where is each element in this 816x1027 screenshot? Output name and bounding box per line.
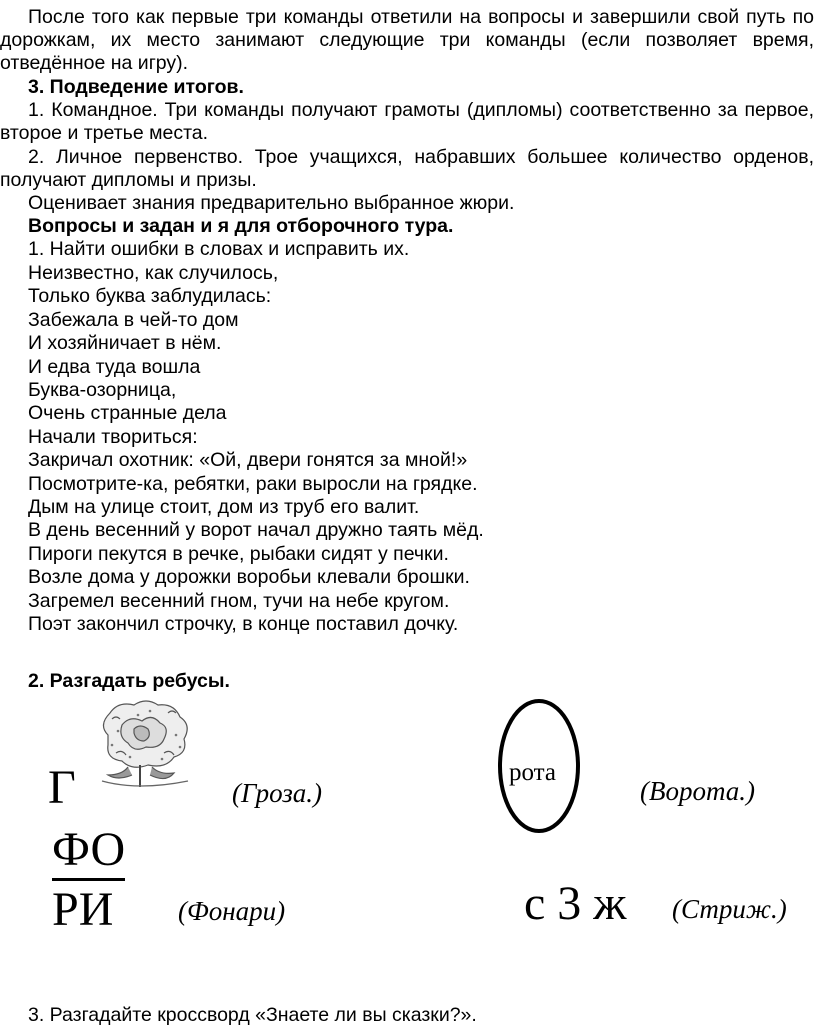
poem-line: Загремел весенний гном, тучи на небе кругом. <box>28 589 450 612</box>
paragraph-line: получают дипломы и призы. <box>0 169 257 191</box>
paragraph-line: Оценивает знания предварительно выбранное жюри. <box>28 192 515 214</box>
poem-line: Пироги пекутся в речке, рыбаки сидят у печки. <box>28 542 449 565</box>
poem-line: Начали твориться: <box>28 425 198 448</box>
poem-line: Закричал охотник: «Ой, двери гонятся за мной!» <box>28 449 468 472</box>
paragraph-line: отведённое на игру). <box>0 52 189 74</box>
rebus-letter: Г <box>48 761 76 814</box>
poem-line: Дым на улице стоит, дом из труб его валит. <box>28 496 420 518</box>
rebus-answer: (Ворота.) <box>640 776 756 806</box>
section-heading: 3. Подведение итогов. <box>28 76 244 98</box>
oval-text: рота <box>509 759 556 786</box>
paragraph-line: второе и третье места. <box>0 122 209 144</box>
poem-line: Посмотрите-ка, ребятки, раки выросли на грядке. <box>28 472 478 495</box>
paragraph-line: 2. Личное первенство. Трое учащихся, набравших большее количество орденов, <box>28 146 814 168</box>
paragraph-line: дорожкам, их место занимают следующие три команды (если позволяет время, <box>0 29 814 51</box>
poem-line: В день весенний у ворот начал дружно таять мёд. <box>28 519 484 542</box>
poem-line: Буква-озорница, <box>28 379 177 401</box>
rebus-fraction-top-text: ФО <box>52 823 125 881</box>
paragraph-line: После того как первые три команды ответили на вопросы и завершили свой путь по <box>28 6 814 28</box>
poem-line: Поэт закончил строчку, в конце поставил дочку. <box>28 613 459 635</box>
poem-line: И хозяйничает в нём. <box>28 332 222 355</box>
poem-line: Забежала в чей-то дом <box>28 308 239 331</box>
poem-line: Возле дома у дорожки воробьи клевали брошки. <box>28 566 470 589</box>
task-heading: 3. Разгадайте кроссворд «Знаете ли вы сказки?». <box>28 1004 477 1026</box>
poem-line: Очень странные дела <box>28 402 227 425</box>
task-heading: 1. Найти ошибки в словах и исправить их. <box>28 238 410 260</box>
poem-line: И едва туда вошла <box>28 355 201 378</box>
rebus-text: с 3 ж <box>524 877 627 930</box>
rebus-fraction-top <box>52 823 126 876</box>
rebus-fraction-bottom: РИ <box>52 883 114 936</box>
rose-drawing <box>88 695 198 795</box>
rebus-answer: (Стриж.) <box>672 894 787 924</box>
task-heading: 2. Разгадать ребусы. <box>28 670 230 692</box>
section-heading: Вопросы и задан и я для отборочного тура. <box>28 215 454 237</box>
poem-line: Неизвестно, как случилось, <box>28 262 279 284</box>
rebus-answer: (Гроза.) <box>232 778 323 808</box>
paragraph-line: 1. Командное. Три команды получают грамоты (дипломы) соответственно за первое, <box>28 99 814 121</box>
rebus-answer: (Фонари) <box>178 896 286 926</box>
poem-line: Только буква заблудилась: <box>28 285 272 308</box>
